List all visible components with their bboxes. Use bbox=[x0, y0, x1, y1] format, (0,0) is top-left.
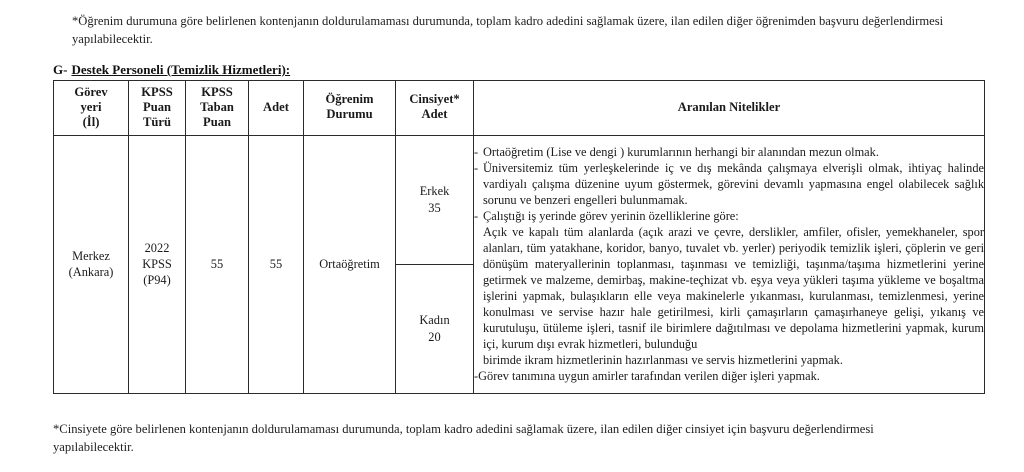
th-ogrenim-durumu-line1: Öğrenim bbox=[325, 92, 374, 107]
nitelik-bullet-2 bbox=[474, 160, 984, 208]
section-title: Destek Personeli (Temizlik Hizmetleri): bbox=[71, 62, 291, 77]
th-ogrenim-durumu bbox=[304, 81, 396, 136]
section-heading bbox=[53, 62, 290, 78]
th-adet-line1: Adet bbox=[263, 99, 289, 114]
cell-kpss-puan-turu bbox=[129, 135, 186, 393]
cell-gorev-yeri bbox=[54, 135, 129, 393]
nitelik-body-paragraph: Açık ve kapalı tüm alanlarda (açık arazi ve çevre, derslikler, amfiler, ofisler, yemekhaneler, spor alanları, tüm yatakhane, koridor, banyo, tuvalet vb. yerler) periyodik temizlik işleri, çöplerin ve geri dönüşüm materyallerinin toplanması, taşınması ve temizliği, taşınma/taşıma hizmetlerini yerine getirmek ve malzeme, demirbaş, makine-teçhizat vb. eşya veya yükleri taşıma yükleme ve boşaltma işlerini yapmak, bulaşıkların elle veya makinelerle yıkanması, kurulanması, temizlenmesi, yerine konulması ve servise hazır hale getirilmesi, kirli çamaşırların çamaşırhaneye gelişi, yıkanış ve kurutuluşu, ütüleme işleri, tasnif ile birimlere dağıtılması ve depolama hizmetlerini yapmak, kurum içi, kurum dışı evrak hizmetleri, bulunduğu bbox=[483, 224, 984, 352]
cell-gorev-yeri-line2: (Ankara) bbox=[68, 265, 114, 280]
th-kpss-puan-turu bbox=[129, 81, 186, 136]
bullet-3-text: Çalıştığı iş yerinde görev yerinin özelliklerine göre: bbox=[483, 208, 739, 223]
kadro-table-wrapper bbox=[53, 80, 984, 394]
th-kpss-taban-puan-line2: Taban bbox=[200, 99, 234, 114]
cell-aranilan-nitelikler bbox=[474, 135, 985, 393]
cell-kpss-puan-turu-line3: (P94) bbox=[143, 273, 171, 288]
th-gorev-yeri-line2: yeri bbox=[80, 99, 102, 114]
cell-kpss-taban-puan: 55 bbox=[186, 135, 249, 393]
bullet-2-marker: - bbox=[474, 160, 479, 175]
table-header bbox=[54, 81, 985, 136]
th-gorev-yeri-line1: Görev bbox=[74, 85, 108, 99]
cinsiyet-kadin-label: Kadın bbox=[419, 313, 450, 328]
th-gorev-yeri bbox=[54, 81, 129, 136]
bullet-1-text: Ortaöğretim (Lise ve dengi ) kurumlarının herhangi bir alanından mezun olmak. bbox=[483, 144, 879, 159]
nitelik-bullet-3 bbox=[474, 208, 984, 224]
bullet-1-marker: - bbox=[474, 144, 479, 159]
nitelik-final-line: -Görev tanımına uygun amirler tarafından verilen diğer işleri yapmak. bbox=[474, 369, 820, 384]
cinsiyet-kadin-count: 20 bbox=[428, 329, 441, 344]
th-ogrenim-durumu-line2: Durumu bbox=[326, 107, 373, 122]
cell-kpss-puan-turu-line2: KPSS bbox=[142, 257, 172, 272]
th-cinsiyet-adet-line1: Cinsiyet* bbox=[409, 92, 460, 107]
kadro-table bbox=[53, 80, 985, 394]
cinsiyet-erkek-label: Erkek bbox=[419, 184, 450, 199]
th-aranilan-nitelikler bbox=[474, 81, 985, 136]
cell-cinsiyet-kadin bbox=[396, 264, 474, 393]
cell-cinsiyet-erkek bbox=[396, 135, 474, 264]
th-gorev-yeri-line3: (İl) bbox=[82, 114, 100, 129]
cell-gorev-yeri-line1: Merkez bbox=[72, 248, 110, 263]
nitelik-bullet-1 bbox=[474, 144, 984, 160]
table-body bbox=[54, 135, 985, 393]
cinsiyet-erkek-count: 35 bbox=[428, 200, 441, 215]
nitelik-body-last-line: birimde ikram hizmetlerinin hazırlanması ve servis hizmetlerini yapmak. bbox=[483, 353, 843, 368]
cell-kpss-puan-turu-line1: 2022 bbox=[144, 240, 170, 255]
bottom-footnote: *Cinsiyete göre belirlenen kontenjanın doldurulamaması durumunda, toplam kadro adedini sağlamak üzere, ilan edilen diğer cinsiyet için başvuru değerlendirmesi yapılabilecektir. bbox=[53, 422, 874, 455]
th-aranilan-nitelikler-line1: Aranılan Nitelikler bbox=[677, 99, 781, 114]
th-kpss-puan-turu-line1: KPSS bbox=[141, 85, 173, 99]
bullet-3-marker: - bbox=[474, 208, 479, 223]
th-cinsiyet-adet-line2: Adet bbox=[421, 107, 448, 122]
cell-adet: 55 bbox=[249, 135, 304, 393]
th-adet bbox=[249, 81, 304, 136]
cell-ogrenim-durumu: Ortaöğretim bbox=[304, 135, 396, 393]
table-row bbox=[54, 135, 985, 264]
th-kpss-puan-turu-line2: Puan bbox=[143, 99, 171, 114]
bullet-2-text: Üniversitemiz tüm yerleşkelerinde iç ve dış mekânda çalışmaya elverişli olmak, ihtiyaç halinde vardiyalı çalışma düzenine uyum göstermek, görevini devamlı yapmasına engel olabilecek sağlık sorunu ve benzeri engelleri bulunmamak. bbox=[483, 160, 984, 207]
top-footnote: *Öğrenim durumuna göre belirlenen kontenjanın doldurulamaması durumunda, toplam kadro adedini sağlamak üzere, ilan edilen diğer öğrenimden başvuru değerlendirmesi yapılabilecektir. bbox=[72, 14, 944, 47]
th-kpss-taban-puan-line3: Puan bbox=[203, 114, 231, 129]
th-kpss-taban-puan-line1: KPSS bbox=[201, 85, 233, 99]
th-kpss-puan-turu-line3: Türü bbox=[143, 114, 171, 129]
section-code: G- bbox=[53, 62, 68, 77]
th-cinsiyet-adet bbox=[396, 81, 474, 136]
th-kpss-taban-puan bbox=[186, 81, 249, 136]
